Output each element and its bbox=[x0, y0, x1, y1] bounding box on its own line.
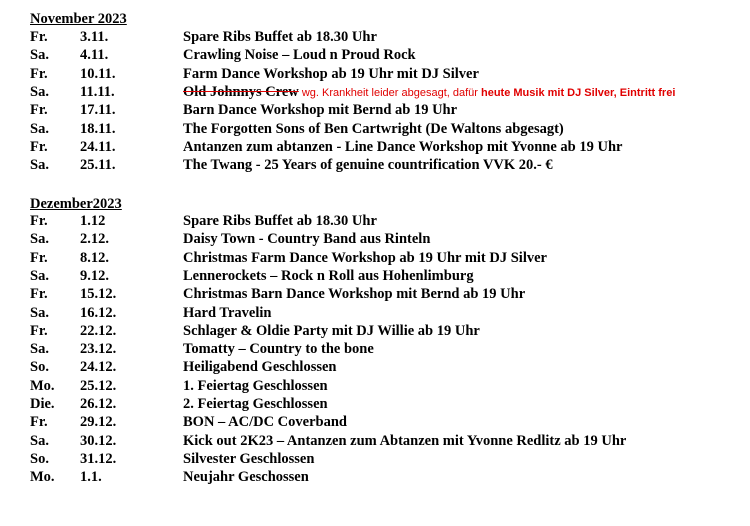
event-title: Farm Dance Workshop ab 19 Uhr mit DJ Silver bbox=[183, 65, 479, 82]
event-title: Old Johnnys Crew bbox=[183, 83, 299, 100]
event-date: 30.12. bbox=[80, 432, 117, 449]
event-day: Mo. bbox=[30, 377, 55, 394]
event-date: 10.11. bbox=[80, 65, 116, 82]
event-row bbox=[0, 267, 750, 285]
event-title: Christmas Barn Dance Workshop mit Bernd ab 19 Uhr bbox=[183, 286, 526, 303]
event-title: Daisy Town - Country Band aus Rinteln bbox=[183, 231, 431, 248]
event-day: Fr. bbox=[30, 249, 48, 266]
event-row bbox=[0, 377, 750, 395]
event-row bbox=[0, 65, 750, 83]
event-day: Fr. bbox=[30, 102, 48, 119]
event-title: Tomatty – Country to the bone bbox=[183, 341, 374, 358]
event-row bbox=[0, 285, 750, 303]
event-date: 26.12. bbox=[80, 396, 117, 412]
event-day: Fr. bbox=[30, 322, 48, 339]
event-title: Spare Ribs Buffet ab 18.30 Uhr bbox=[183, 213, 377, 229]
event-date: 18.11. bbox=[80, 120, 116, 137]
event-date: 16.12. bbox=[80, 304, 117, 321]
event-day: Fr. bbox=[30, 29, 48, 45]
event-title-wrapper bbox=[183, 267, 474, 285]
event-title: Antanzen zum abtanzen - Line Dance Workshop mit Yvonne ab 19 Uhr bbox=[183, 138, 623, 155]
event-day: Sa. bbox=[30, 304, 49, 321]
event-title: Christmas Farm Dance Workshop ab 19 Uhr mit DJ Silver bbox=[183, 249, 547, 266]
november-heading: November 2023 bbox=[30, 11, 127, 27]
event-day: Fr. bbox=[30, 213, 48, 229]
event-title: BON – AC/DC Coverband bbox=[183, 414, 347, 431]
event-day: Sa. bbox=[30, 120, 49, 137]
event-title-wrapper bbox=[183, 395, 328, 413]
event-title: Heiligabend Geschlossen bbox=[183, 359, 337, 376]
event-day: Sa. bbox=[30, 157, 49, 174]
event-title-wrapper bbox=[183, 285, 525, 303]
event-day: Fr. bbox=[30, 138, 48, 155]
event-date: 17.11. bbox=[80, 102, 116, 119]
event-day: Fr. bbox=[30, 65, 48, 82]
event-title-wrapper bbox=[183, 65, 479, 83]
event-day: Fr. bbox=[30, 414, 48, 431]
event-row bbox=[0, 340, 750, 358]
event-title-wrapper bbox=[183, 432, 626, 450]
event-title-wrapper bbox=[183, 138, 622, 156]
event-title: Neujahr Geschossen bbox=[183, 469, 309, 486]
event-date: 11.11. bbox=[80, 83, 115, 100]
event-row bbox=[0, 28, 750, 46]
event-date: 9.12. bbox=[80, 267, 109, 284]
event-title-wrapper bbox=[183, 340, 374, 358]
event-title-wrapper bbox=[183, 413, 347, 431]
event-row bbox=[0, 304, 750, 322]
event-row bbox=[0, 249, 750, 267]
event-row bbox=[0, 432, 750, 450]
event-title-wrapper bbox=[183, 322, 480, 340]
cancellation-note: wg. Krankheit leider abgesagt, dafür bbox=[298, 86, 481, 99]
event-day: Die. bbox=[30, 396, 55, 412]
event-title-wrapper bbox=[183, 249, 547, 267]
event-day: Mo. bbox=[30, 469, 55, 486]
event-date: 3.11. bbox=[80, 29, 109, 45]
event-title-wrapper bbox=[183, 156, 553, 174]
event-title-wrapper bbox=[183, 450, 314, 468]
event-row bbox=[0, 468, 750, 486]
event-title-wrapper bbox=[183, 46, 416, 64]
event-title: Schlager & Oldie Party mit DJ Willie ab 19 Uhr bbox=[183, 322, 480, 339]
event-date: 24.11. bbox=[80, 138, 116, 155]
event-row bbox=[0, 156, 750, 174]
event-row bbox=[0, 120, 750, 138]
event-title: Silvester Geschlossen bbox=[183, 450, 315, 467]
event-date: 2.12. bbox=[80, 231, 109, 248]
event-row bbox=[0, 450, 750, 468]
event-row bbox=[0, 83, 750, 101]
event-day: Fr. bbox=[30, 286, 48, 303]
event-row bbox=[0, 413, 750, 431]
event-title-wrapper bbox=[183, 101, 457, 119]
event-title: Hard Travelin bbox=[183, 304, 272, 321]
event-title-wrapper bbox=[183, 230, 430, 248]
event-title: Spare Ribs Buffet ab 18.30 Uhr bbox=[183, 29, 377, 45]
event-title: The Twang - 25 Years of genuine countrification VVK 20.- € bbox=[183, 157, 553, 174]
event-title-wrapper bbox=[183, 120, 564, 138]
event-date: 25.11. bbox=[80, 157, 116, 174]
event-date: 22.12. bbox=[80, 322, 117, 339]
event-date: 24.12. bbox=[80, 359, 117, 376]
event-title: Lennerockets – Rock n Roll aus Hohenlimburg bbox=[183, 267, 474, 284]
event-day: Sa. bbox=[30, 231, 49, 248]
event-title-wrapper bbox=[183, 83, 675, 102]
event-title-wrapper bbox=[183, 358, 336, 376]
event-row bbox=[0, 138, 750, 156]
event-date: 29.12. bbox=[80, 414, 117, 431]
event-day: Sa. bbox=[30, 47, 49, 64]
event-row bbox=[0, 395, 750, 413]
event-row bbox=[0, 358, 750, 376]
event-title-wrapper bbox=[183, 468, 309, 486]
event-date: 1.12 bbox=[80, 213, 106, 229]
event-title-wrapper bbox=[183, 212, 377, 230]
event-title: The Forgotten Sons of Ben Cartwright (De Waltons abgesagt) bbox=[183, 120, 564, 137]
event-day: So. bbox=[30, 359, 49, 376]
event-date: 4.11. bbox=[80, 47, 109, 64]
event-row bbox=[0, 46, 750, 64]
event-date: 1.1. bbox=[80, 469, 102, 486]
event-title-wrapper bbox=[183, 377, 328, 395]
event-title: 1. Feiertag Geschlossen bbox=[183, 377, 328, 394]
event-day: Sa. bbox=[30, 83, 49, 100]
event-date: 8.12. bbox=[80, 249, 109, 266]
event-title-wrapper bbox=[183, 304, 271, 322]
event-title-wrapper bbox=[183, 28, 377, 46]
event-day: Sa. bbox=[30, 432, 49, 449]
event-date: 15.12. bbox=[80, 286, 117, 303]
event-title: Barn Dance Workshop mit Bernd ab 19 Uhr bbox=[183, 102, 458, 119]
event-row bbox=[0, 212, 750, 230]
event-row bbox=[0, 101, 750, 119]
replacement-note: heute Musik mit DJ Silver, Eintritt frei bbox=[481, 86, 676, 99]
event-day: Sa. bbox=[30, 267, 49, 284]
event-title: 2. Feiertag Geschlossen bbox=[183, 396, 328, 412]
event-row bbox=[0, 322, 750, 340]
december-heading: Dezember2023 bbox=[30, 196, 122, 212]
event-date: 23.12. bbox=[80, 341, 117, 358]
event-title: Kick out 2K23 – Antanzen zum Abtanzen mit Yvonne Redlitz ab 19 Uhr bbox=[183, 432, 627, 449]
event-row bbox=[0, 230, 750, 248]
event-day: Sa. bbox=[30, 341, 49, 358]
event-date: 25.12. bbox=[80, 377, 117, 394]
event-day: So. bbox=[30, 450, 49, 467]
event-date: 31.12. bbox=[80, 450, 117, 467]
event-title: Crawling Noise – Loud n Proud Rock bbox=[183, 47, 416, 64]
